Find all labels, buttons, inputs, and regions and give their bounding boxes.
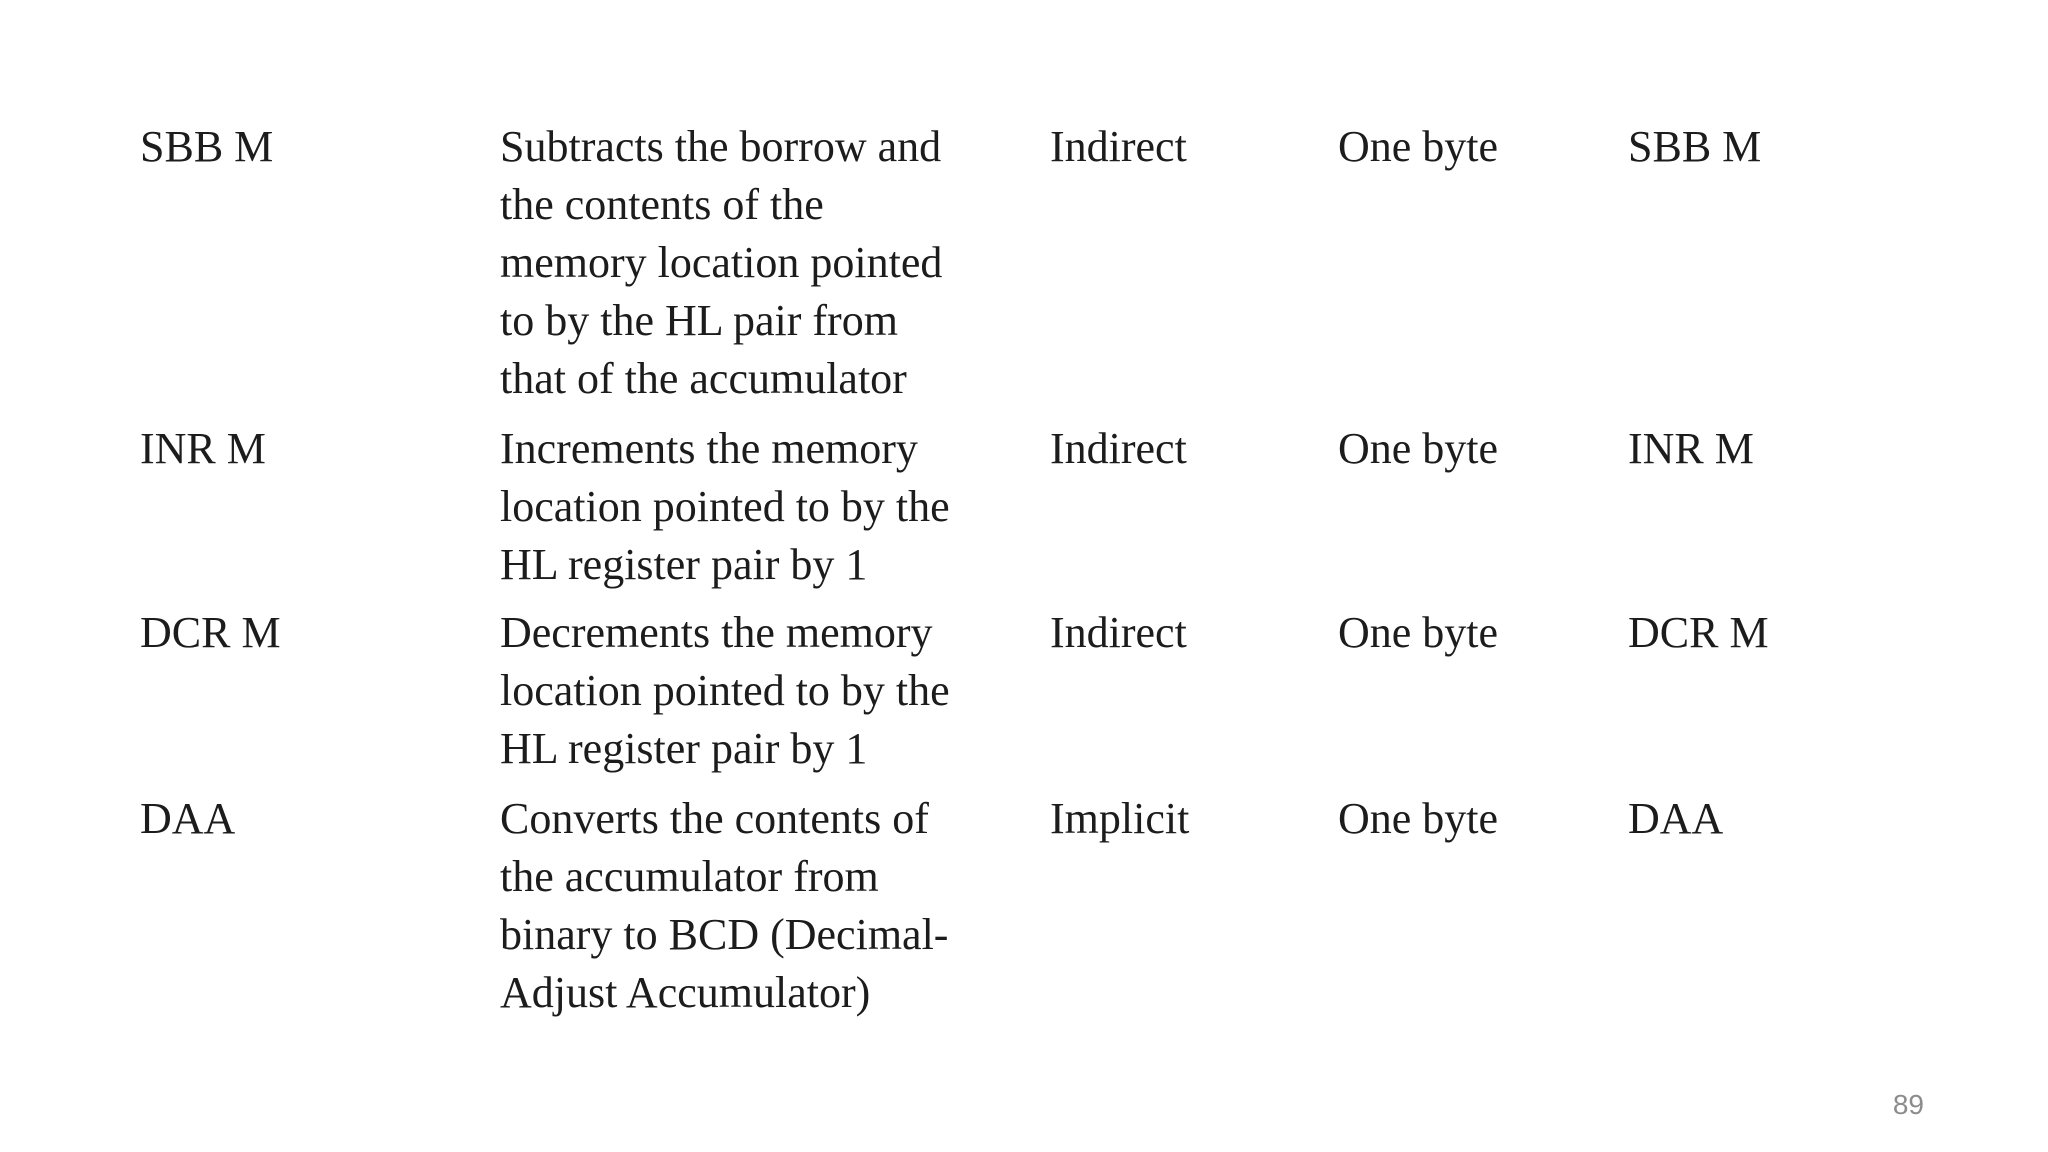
example-cell: DCR M bbox=[1628, 608, 1769, 657]
description-cell: Subtracts the borrow and the contents of the memory location pointed to by the HL pair from that of the accumulator bbox=[500, 122, 943, 403]
mnemonic-cell: SBB M bbox=[140, 122, 274, 171]
instruction-size-cell: One byte bbox=[1338, 608, 1499, 657]
example-cell: SBB M bbox=[1628, 122, 1762, 171]
instruction-size-cell: One byte bbox=[1338, 794, 1499, 843]
mnemonic-cell: DCR M bbox=[140, 608, 281, 657]
addressing-mode-cell: Indirect bbox=[1050, 122, 1187, 171]
instruction-size-cell: One byte bbox=[1338, 122, 1499, 171]
example-cell: DAA bbox=[1628, 794, 1724, 843]
instruction-size-cell: One byte bbox=[1338, 424, 1499, 473]
addressing-mode-cell: Indirect bbox=[1050, 424, 1187, 473]
description-cell: Converts the contents of the accumulator from binary to BCD (Decimal- Adjust Accumulator) bbox=[500, 794, 949, 1017]
mnemonic-cell: INR M bbox=[140, 424, 266, 473]
addressing-mode-cell: Implicit bbox=[1050, 794, 1190, 843]
description-cell: Decrements the memory location pointed to by the HL register pair by 1 bbox=[500, 608, 950, 773]
example-cell: INR M bbox=[1628, 424, 1754, 473]
addressing-mode-cell: Indirect bbox=[1050, 608, 1187, 657]
mnemonic-cell: DAA bbox=[140, 794, 236, 843]
page-number: 89 bbox=[1892, 1089, 1924, 1120]
description-cell: Increments the memory location pointed to by the HL register pair by 1 bbox=[500, 424, 950, 589]
